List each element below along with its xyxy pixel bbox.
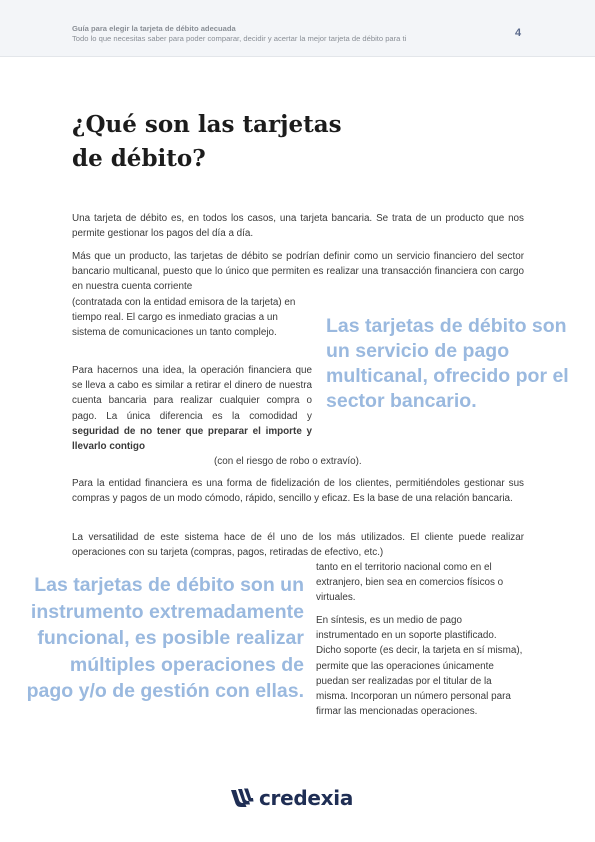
pullquote-left: Las tarjetas de débito son un instrumento extremadamente funcional, es posible realizar múltiples operaciones de pago y/o de gestión con ellas. [26,574,304,702]
paragraph-3-end: (con el riesgo de robo o extravío). [214,456,362,467]
credexia-logo-icon [228,787,254,809]
logo-text: credexia [259,786,354,810]
page-title-line-2: de débito? [72,145,206,172]
paragraph-3-bold: seguridad de no tener que preparar el importe y llevarlo contigo [72,425,312,453]
header-subtitle: Todo lo que necesitas saber para poder comparar, decidir y acertar la mejor tarjeta de débito para ti [72,34,407,43]
paragraph-2-continued: (contratada con la entidad emisora de la tarjeta) en tiempo real. El cargo es inmediato gracias a un sistema de comunicaciones un tanto complejo. [72,297,296,339]
paragraph-5-continued: tanto en el territorio nacional como en el extranjero, bien sea en comercios físicos o virtuales. [316,562,504,604]
paragraph-1: Una tarjeta de débito es, en todos los casos, una tarjeta bancaria. Se trata de un producto que nos permite gestionar los pagos del día a día. [72,213,524,240]
header-title: Guía para elegir la tarjeta de débito adecuada [72,24,236,33]
paragraph-4: Para la entidad financiera es una forma de fidelización de los clientes, permitiéndoles gestionar sus compras y pagos de un modo cómodo, rápido, sencillo y eficaz. Es la base de una relación bancaria. [72,478,524,505]
pullquote-right: Las tarjetas de débito son un servicio de pago multicanal, ofrecido por el sector bancario. [326,315,569,412]
paragraph-3 [72,363,312,454]
footer-logo [228,783,353,813]
paragraph-6: En síntesis, es un medio de pago instrumentado en un soporte plastificado. Dicho soporte (es decir, la tarjeta en sí misma), permite que las operaciones únicamente puedan ser realizadas por el titular de la misma. Incorporan un número personal para firmar las mencionadas operaciones. [316,615,523,718]
paragraph-5: La versatilidad de este sistema hace de él uno de los más utilizados. El cliente puede realizar operaciones con su tarjeta (compras, pagos, retiradas de efectivo, etc.) [72,532,524,559]
paragraph-3-text: Para hacernos una idea, la operación financiera que se lleva a cabo es similar a retirar el dinero de nuestra cuenta bancaria para realizar cualquier compra o pago. La única diferencia es la comodidad y [72,365,312,422]
page-title-line-1: ¿Qué son las tarjetas [72,111,342,138]
page-title [72,108,392,176]
paragraph-2: Más que un producto, las tarjetas de débito se podrían definir como un servicio financiero del sector bancario multicanal, puesto que lo único que permiten es realizar una transacción financiera con cargo en nuestra cuenta corriente [72,251,524,293]
page-header [0,0,595,57]
page-number: 4 [515,27,522,39]
